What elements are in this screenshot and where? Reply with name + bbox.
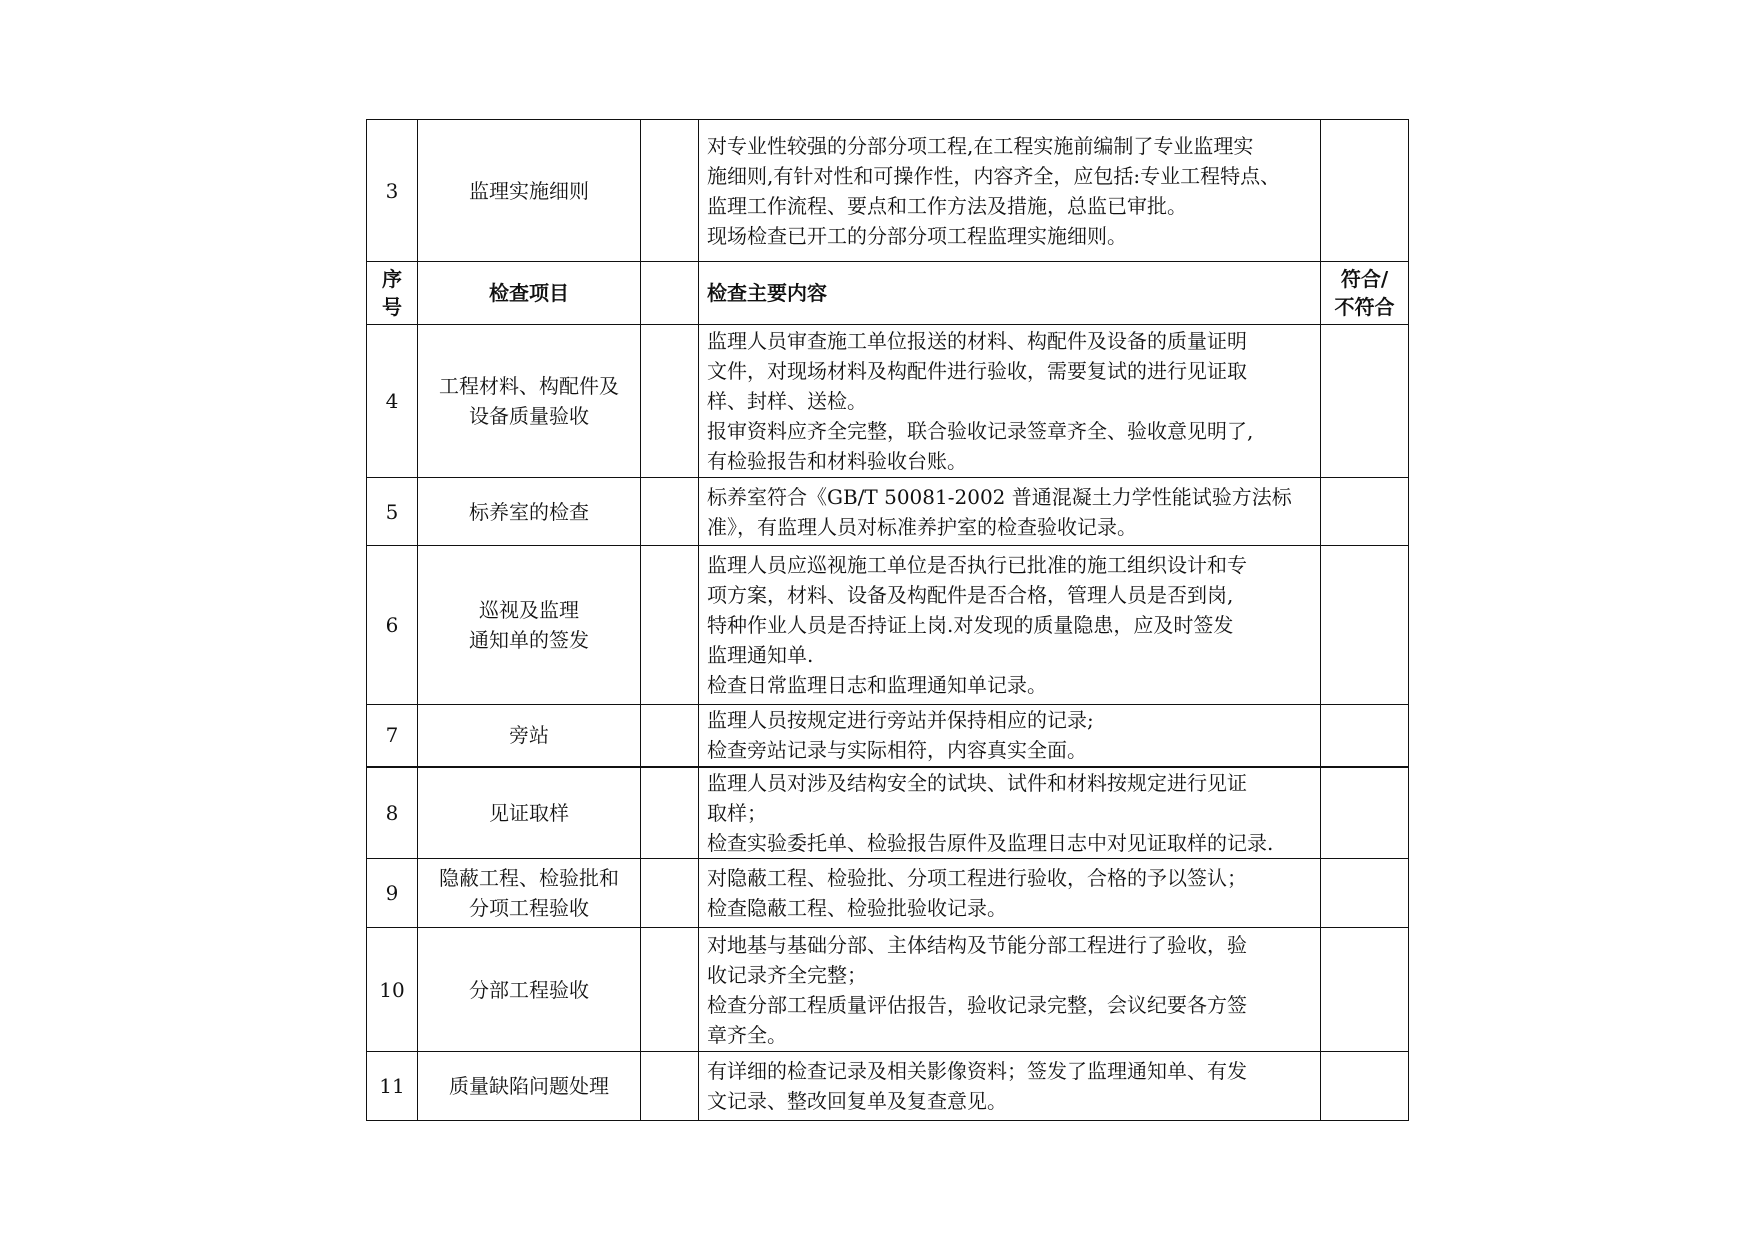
content-line: 项方案，材料、设备及构配件是否合格，管理人员是否到岗, bbox=[707, 583, 1234, 607]
row-number: 9 bbox=[367, 859, 418, 928]
table-row bbox=[367, 1052, 1409, 1121]
blank-cell bbox=[641, 1052, 699, 1121]
content-line: 检查日常监理日志和监理通知单记录。 bbox=[707, 673, 1047, 697]
content-line: 对地基与基础分部、主体结构及节能分部工程进行了验收，验 bbox=[707, 932, 1247, 957]
content-line: 检查旁站记录与实际相符，内容真实全面。 bbox=[707, 738, 1087, 763]
inspection-item bbox=[418, 120, 641, 262]
item-line: 设备质量验收 bbox=[469, 404, 589, 428]
blank-cell bbox=[641, 478, 699, 546]
row-number: 8 bbox=[367, 767, 418, 859]
item-line: 见证取样 bbox=[489, 800, 569, 825]
inspection-content bbox=[699, 859, 1321, 928]
table-row bbox=[367, 120, 1409, 262]
header-seq bbox=[367, 262, 418, 325]
inspection-item bbox=[418, 325, 641, 478]
content-line: 报审资料应齐全完整，联合验收记录签章齐全、验收意见明了, bbox=[707, 419, 1254, 443]
inspection-item bbox=[418, 705, 641, 767]
content-line: 监理人员对涉及结构安全的试块、试件和材料按规定进行见证 bbox=[707, 770, 1247, 795]
content-line: 检查隐蔽工程、检验批验收记录。 bbox=[707, 896, 1007, 920]
result-cell[interactable] bbox=[1321, 325, 1409, 478]
inspection-item bbox=[418, 546, 641, 705]
content-line: 有检验报告和材料验收台账。 bbox=[707, 449, 967, 473]
blank-cell bbox=[641, 120, 699, 262]
content-line: 特种作业人员是否持证上岗.对发现的质量隐患，应及时签发 bbox=[707, 613, 1234, 637]
inspection-item bbox=[418, 859, 641, 928]
result-cell[interactable] bbox=[1321, 705, 1409, 767]
blank-cell bbox=[641, 767, 699, 859]
result-cell[interactable] bbox=[1321, 478, 1409, 546]
header-seq-line: 序 bbox=[382, 267, 402, 291]
table-row bbox=[367, 859, 1409, 928]
row-number: 5 bbox=[367, 478, 418, 546]
content-line: 对隐蔽工程、检验批、分项工程进行验收，合格的予以签认； bbox=[707, 866, 1247, 890]
table-row bbox=[367, 478, 1409, 546]
result-cell[interactable] bbox=[1321, 859, 1409, 928]
inspection-content bbox=[699, 546, 1321, 705]
inspection-item bbox=[418, 1052, 641, 1121]
table-row bbox=[367, 546, 1409, 705]
result-cell[interactable] bbox=[1321, 1052, 1409, 1121]
content-line: 文件，对现场材料及构配件进行验收，需要复试的进行见证取 bbox=[707, 359, 1247, 383]
row-number: 11 bbox=[367, 1052, 418, 1121]
item-line: 质量缺陷问题处理 bbox=[449, 1074, 609, 1098]
content-line: 监理人员应巡视施工单位是否执行已批准的施工组织设计和专 bbox=[707, 553, 1247, 577]
header-item: 检查项目 bbox=[418, 262, 641, 325]
blank-cell bbox=[641, 705, 699, 767]
table-row bbox=[367, 928, 1409, 1052]
inspection-item bbox=[418, 928, 641, 1052]
row-number: 10 bbox=[367, 928, 418, 1052]
item-line: 监理实施细则 bbox=[469, 178, 589, 203]
content-line: 施细则,有针对性和可操作性，内容齐全，应包括:专业工程特点、 bbox=[707, 163, 1281, 188]
content-line: 标养室符合《GB/T 50081-2002 普通混凝土力学性能试验方法标 bbox=[707, 484, 1292, 509]
inspection-table bbox=[366, 119, 1409, 1121]
result-cell[interactable] bbox=[1321, 120, 1409, 262]
result-cell[interactable] bbox=[1321, 546, 1409, 705]
item-line: 巡视及监理 bbox=[479, 598, 579, 622]
content-line: 章齐全。 bbox=[707, 1022, 787, 1047]
content-line: 检查实验委托单、检验报告原件及监理日志中对见证取样的记录. bbox=[707, 830, 1274, 855]
table-row bbox=[367, 767, 1409, 859]
result-cell[interactable] bbox=[1321, 767, 1409, 859]
row-number: 7 bbox=[367, 705, 418, 767]
item-line: 通知单的签发 bbox=[469, 628, 589, 652]
content-line: 取样； bbox=[707, 800, 767, 825]
inspection-content bbox=[699, 705, 1321, 767]
content-line: 准》，有监理人员对标准养护室的检查验收记录。 bbox=[707, 514, 1137, 539]
header-result bbox=[1321, 262, 1409, 325]
inspection-content bbox=[699, 1052, 1321, 1121]
inspection-item bbox=[418, 478, 641, 546]
content-line: 监理工作流程、要点和工作方法及措施，总监已审批。 bbox=[707, 193, 1187, 218]
content-line: 有详细的检查记录及相关影像资料；签发了监理通知单、有发 bbox=[707, 1059, 1247, 1083]
inspection-content bbox=[699, 120, 1321, 262]
inspection-content bbox=[699, 928, 1321, 1052]
content-line: 收记录齐全完整； bbox=[707, 962, 867, 987]
item-line: 分项工程验收 bbox=[469, 896, 589, 920]
content-line: 对专业性较强的分部分项工程,在工程实施前编制了专业监理实 bbox=[707, 133, 1254, 158]
blank-cell bbox=[641, 262, 699, 325]
content-line: 监理人员按规定进行旁站并保持相应的记录; bbox=[707, 708, 1094, 733]
inspection-content bbox=[699, 767, 1321, 859]
inspection-content bbox=[699, 478, 1321, 546]
content-line: 检查分部工程质量评估报告，验收记录完整，会议纪要各方签 bbox=[707, 992, 1247, 1017]
header-row bbox=[367, 262, 1409, 325]
row-number: 3 bbox=[367, 120, 418, 262]
header-content: 检查主要内容 bbox=[699, 262, 1321, 325]
item-line: 分部工程验收 bbox=[469, 977, 589, 1002]
header-result-line: 不符合 bbox=[1334, 295, 1395, 319]
item-line: 旁站 bbox=[509, 723, 549, 748]
table-row bbox=[367, 325, 1409, 478]
blank-cell bbox=[641, 859, 699, 928]
blank-cell bbox=[641, 546, 699, 705]
header-seq-line: 号 bbox=[382, 295, 402, 319]
result-cell[interactable] bbox=[1321, 928, 1409, 1052]
inspection-item bbox=[418, 767, 641, 859]
header-result-line: 符合/ bbox=[1340, 267, 1389, 291]
content-line: 文记录、整改回复单及复查意见。 bbox=[707, 1089, 1007, 1113]
content-line: 监理人员审查施工单位报送的材料、构配件及设备的质量证明 bbox=[707, 329, 1247, 353]
blank-cell bbox=[641, 325, 699, 478]
item-line: 隐蔽工程、检验批和 bbox=[439, 866, 619, 890]
content-line: 样、封样、送检。 bbox=[707, 389, 867, 413]
content-line: 现场检查已开工的分部分项工程监理实施细则。 bbox=[707, 223, 1127, 248]
inspection-content bbox=[699, 325, 1321, 478]
table-row bbox=[367, 705, 1409, 767]
item-line: 工程材料、构配件及 bbox=[439, 374, 619, 398]
content-line: 监理通知单. bbox=[707, 643, 814, 667]
row-number: 4 bbox=[367, 325, 418, 478]
item-line: 标养室的检查 bbox=[469, 499, 589, 524]
blank-cell bbox=[641, 928, 699, 1052]
row-number: 6 bbox=[367, 546, 418, 705]
